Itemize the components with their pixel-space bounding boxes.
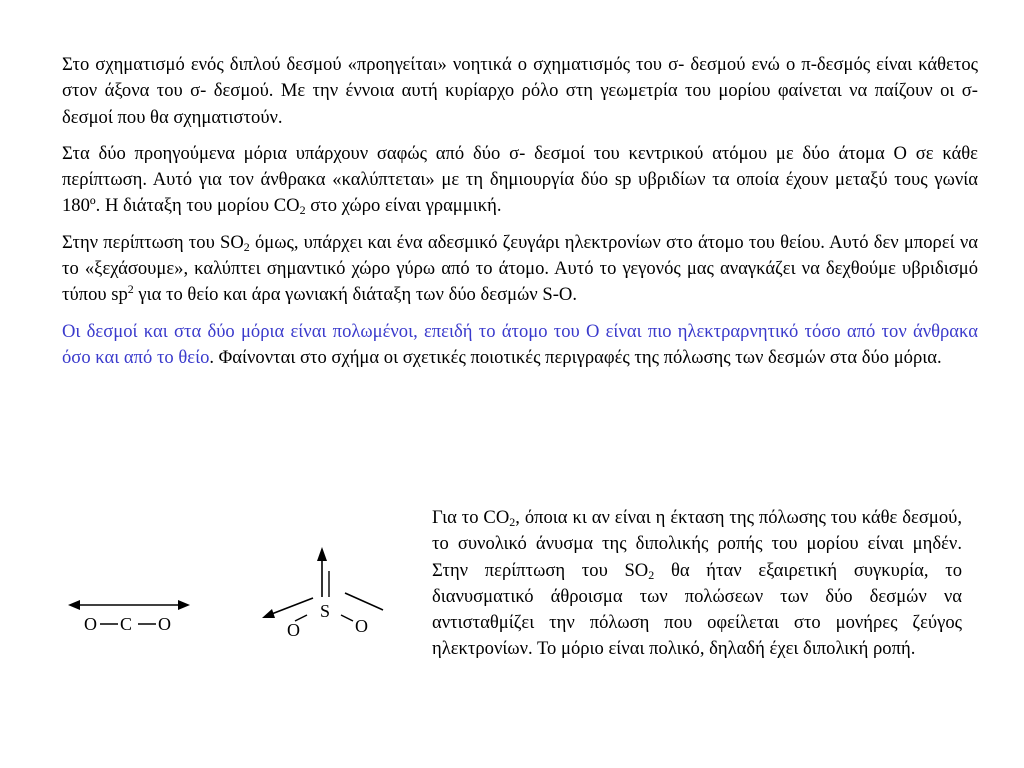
- subscript: 2: [648, 567, 655, 582]
- paragraph-3: [62, 230, 978, 309]
- main-text: [62, 52, 978, 381]
- paragraph-4: [62, 319, 978, 372]
- paragraph-3-text-end: για το θείο και άρα γωνιακή διάταξη των δύο δεσμών S-O.: [133, 284, 577, 306]
- co2-carbon: C: [120, 614, 133, 634]
- so2-right-polarity-arrow: [345, 593, 383, 610]
- co2-right-arrowhead: [178, 600, 190, 610]
- so2-right-bond: [341, 615, 353, 621]
- so2-diagram: [255, 545, 395, 645]
- so2-left-oxygen: O: [287, 620, 300, 640]
- paragraph-3-text-mid: όμως, υπάρχει και ένα αδεσμικό ζευγάρι ηλεκτρονίων στο άτομο του θείου. Αυτό δεν μπορεί να το «ξεχάσουμε», καλύπτει σημαντικό χώρο γύρω από το άτομο. Αυτό το γεγονός μας αναγκάζει να δεχθούμε υβριδισμό τύπου sp: [62, 231, 978, 306]
- subscript: 2: [509, 515, 516, 529]
- paragraph-3-text: Στην περίπτωση του SO: [62, 231, 244, 253]
- superscript: 2: [127, 282, 134, 297]
- co2-left-oxygen: O: [84, 614, 97, 634]
- co2-diagram: [62, 590, 202, 650]
- so2-sulfur: S: [320, 601, 331, 621]
- subscript: 2: [243, 239, 250, 254]
- paragraph-1: [62, 52, 978, 131]
- side-text-end: θα ήταν εξαιρετική συγκυρία, το διανυσματικό άθροισμα των πολώσεων των δύο δεσμών να αντισταθμίζει την πόλωση που οφείλεται στο μονήρες ζεύγος ηλεκτρονίων. Το μόριο είναι πολικό, δηλαδή έχει διπολική ροπή.: [432, 559, 962, 660]
- co2-right-oxygen: O: [158, 614, 171, 634]
- paragraph-2: [62, 141, 978, 220]
- so2-right-oxygen: O: [355, 616, 368, 636]
- co2-left-arrowhead: [68, 600, 80, 610]
- so2-left-arrowhead: [262, 609, 275, 618]
- so2-dipole-arrowhead: [317, 547, 327, 561]
- paragraph-1-text: Στο σχηματισμό ενός διπλού δεσμού «προηγείται» νοητικά ο σχηματισμός του σ- δεσμού ενώ ο π-δεσμός είναι κάθετος στον άξονα του σ- δεσμού. Με την έννοια αυτή κυρίαρχο ρόλο στη γεωμετρία του μορίου φαίνεται να παίζουν οι σ- δεσμοί που θα σχηματιστούν.: [62, 54, 978, 128]
- so2-left-polarity-arrow: [269, 598, 313, 615]
- side-paragraph: [432, 505, 962, 663]
- paragraph-2-text-end: στο χώρο είναι γραμμική.: [305, 195, 502, 217]
- side-text-mid: , όποια κι αν είναι η έκταση της πόλωσης του κάθε δεσμού, το συνολικό άνυσμα της διπολικής ροπής του μορίου είναι μηδέν. Στην περίπτωση του SO: [432, 507, 962, 581]
- side-text-start: Για το CO: [432, 507, 510, 528]
- subscript: 2: [299, 203, 306, 218]
- paragraph-2-text: Στα δύο προηγούμενα μόρια υπάρχουν σαφώς από δύο σ- δεσμοί του κεντρικού ατόμου με δύο άτομα Ο σε κάθε περίπτωση. Αυτό για τον άνθρακα «καλύπτεται» με τη δημιουργία δύο sp υβριδίων τα οποία έχουν μεταξύ τους γωνία 180º. Η διάταξη του μορίου CO: [62, 142, 978, 217]
- paragraph-4-text: . Φαίνονται στο σχήμα οι σχετικές ποιοτικές περιγραφές της πόλωσης των δεσμών στα δύο μόρια.: [209, 346, 942, 368]
- paragraph-4-highlight: Οι δεσμοί και στα δύο μόρια είναι πολωμένοι, επειδή το άτομο του Ο είναι πιο ηλεκτραρνητικό τόσο από τον άνθρακα όσο και από το θείο: [62, 320, 978, 368]
